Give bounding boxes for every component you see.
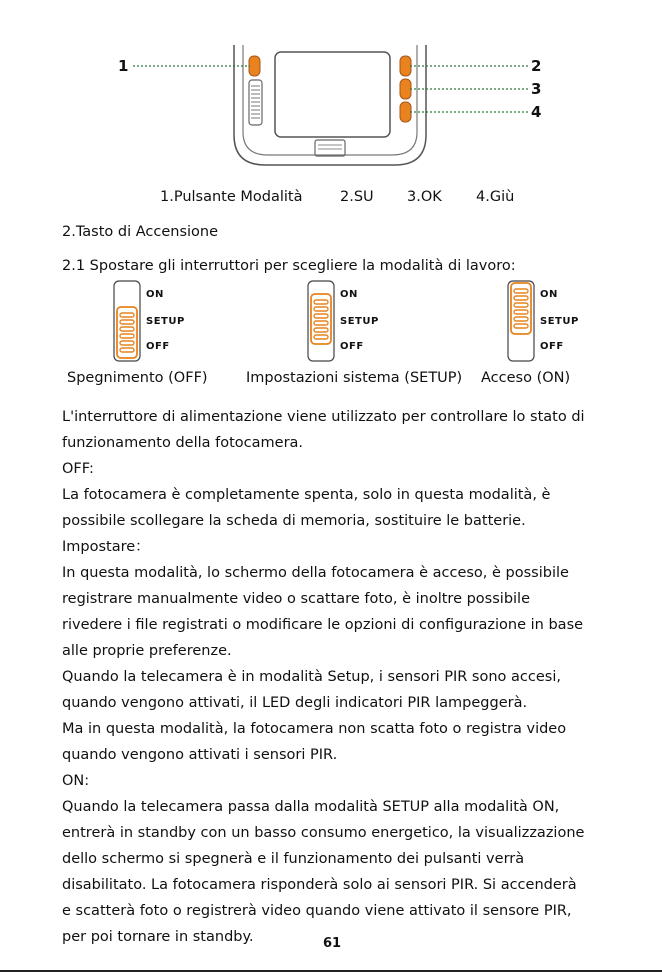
switch-caption-off: Spegnimento (OFF) <box>67 370 208 386</box>
ok-button-mark <box>400 79 411 99</box>
legend-down: 4.Giù <box>476 189 515 205</box>
switch-3-off-label: OFF <box>540 341 564 352</box>
body-line: Quando la telecamera passa dalla modalità SETUP alla modalità ON, <box>62 799 560 815</box>
switch-caption-on: Acceso (ON) <box>481 370 571 386</box>
body-line: disabilitato. La fotocamera risponderà solo ai sensori PIR. Si accenderà <box>62 877 577 893</box>
switch-2-setup-label: SETUP <box>340 316 379 327</box>
body-line: dello schermo si spegnerà e il funzionamento dei pulsanti verrà <box>62 851 525 867</box>
body-line: per poi tornare in standby. <box>62 929 254 945</box>
switch-setup-illustration <box>307 280 335 362</box>
body-line: La fotocamera è completamente spenta, solo in questa modalità, è <box>62 487 551 503</box>
body-line: Quando la telecamera è in modalità Setup, i sensori PIR sono accesi, <box>62 669 561 685</box>
callout-1: 1 <box>118 57 129 75</box>
switch-on-illustration <box>507 280 535 362</box>
switch-3-on-label: ON <box>540 289 558 300</box>
page-number: 61 <box>323 936 342 951</box>
body-line: rivedere i file registrati o modificare le opzioni di configurazione in base <box>62 617 584 633</box>
body-line: entrerà in standby con un basso consumo energetico, la visualizzazione <box>62 825 585 841</box>
body-line: ON: <box>62 773 90 789</box>
body-line: In questa modalità, lo schermo della fotocamera è acceso, è possibile <box>62 565 569 581</box>
switch-1-setup-label: SETUP <box>146 316 185 327</box>
body-line: registrare manualmente video o scattare foto, è inoltre possibile <box>62 591 531 607</box>
body-line: possibile scollegare la scheda di memoria, sostituire le batterie. <box>62 513 526 529</box>
mode-button-mark <box>249 56 260 76</box>
body-line: alle proprie preferenze. <box>62 643 232 659</box>
callout-3: 3 <box>531 80 542 98</box>
body-line: Impostare： <box>62 539 150 555</box>
bottom-divider <box>0 970 662 972</box>
switch-1-off-label: OFF <box>146 341 170 352</box>
subsection-title: 2.1 Spostare gli interruttori per scegliere la modalità di lavoro: <box>62 258 516 274</box>
switch-caption-setup: Impostazioni sistema (SETUP) <box>246 370 463 386</box>
body-line: Ma in questa modalità, la fotocamera non scatta foto o registra video <box>62 721 567 737</box>
switch-2-on-label: ON <box>340 289 358 300</box>
switch-1-on-label: ON <box>146 289 164 300</box>
down-button-mark <box>400 102 411 122</box>
switch-3-setup-label: SETUP <box>540 316 579 327</box>
camera-diagram <box>100 40 560 170</box>
switch-2-off-label: OFF <box>340 341 364 352</box>
body-line: OFF: <box>62 461 94 477</box>
callout-4: 4 <box>531 103 542 121</box>
body-line: L'interruttore di alimentazione viene utilizzato per controllare lo stato di <box>62 409 585 425</box>
callout-2: 2 <box>531 57 542 75</box>
body-line: e scatterà foto o registrerà video quando viene attivato il sensore PIR, <box>62 903 572 919</box>
body-line: funzionamento della fotocamera. <box>62 435 304 451</box>
body-line: quando vengono attivati, il LED degli indicatori PIR lampeggerà. <box>62 695 528 711</box>
section-title: 2.Tasto di Accensione <box>62 224 219 240</box>
switch-off-illustration <box>113 280 141 362</box>
legend-ok: 3.OK <box>407 189 442 205</box>
up-button-mark <box>400 56 411 76</box>
legend-mode-button: 1.Pulsante Modalità <box>160 189 303 205</box>
body-line: quando vengono attivati i sensori PIR. <box>62 747 338 763</box>
legend-up: 2.SU <box>340 189 374 205</box>
